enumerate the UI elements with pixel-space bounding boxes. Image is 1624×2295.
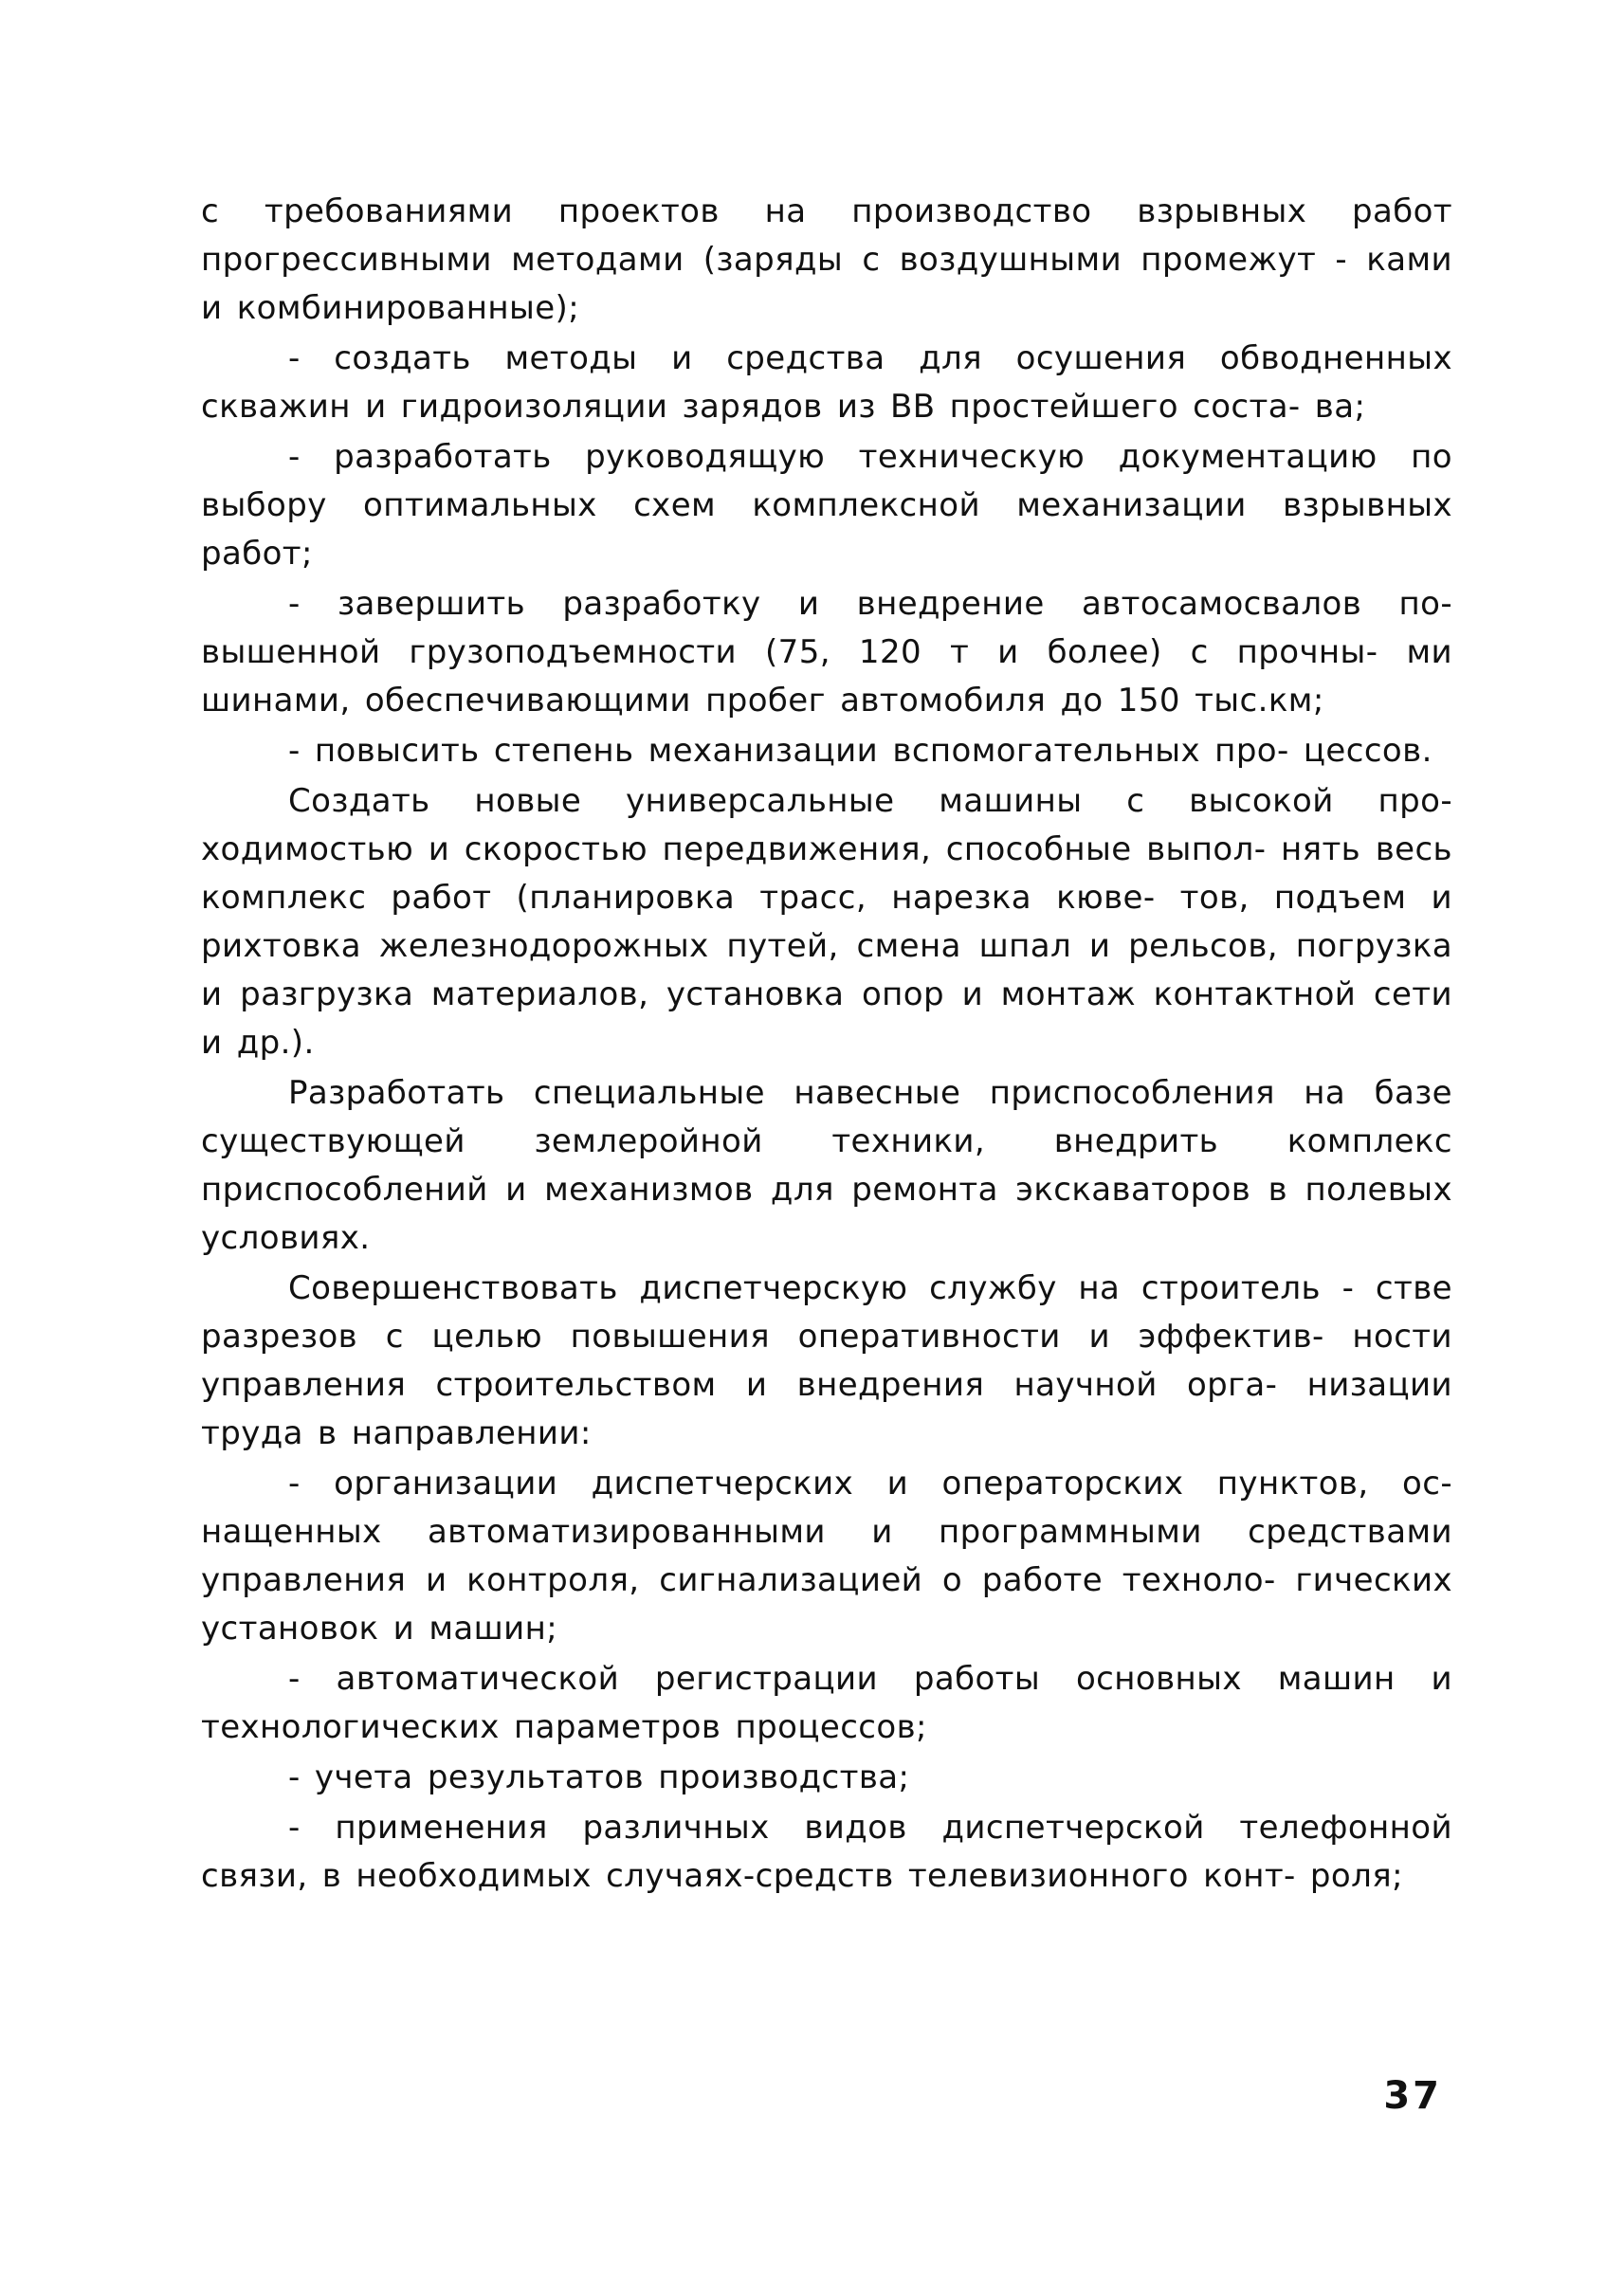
- paragraph: - повысить степень механизации вспомогательных про- цессов.: [288, 732, 1432, 770]
- paragraph: - разработать руководящую техническую документацию по выбору оптимальных схем комплексной механизации взрывных работ;: [201, 438, 1452, 573]
- paragraph: - учета результатов производства;: [288, 1758, 910, 1796]
- paragraph: Создать новые универсальные машины с высокой про- ходимостью и скоростью передвижения, способные выпол- нять весь комплекс работ (планировка трасс, нарезка кюве- тов, подъем и рихтовка железнодорожных путей, смена шпал и рельсов, погрузка и разгрузка материалов, установка опор и монтаж контактной сети и др.).: [201, 782, 1452, 1062]
- paragraph: Разработать специальные навесные приспособления на базе существующей землеройной техники, внедрить комплекс приспособлений и механизмов для ремонта экскаваторов в полевых условиях.: [201, 1074, 1452, 1257]
- paragraph: - создать методы и средства для осушения обводненных скважин и гидроизоляции зарядов из ВВ простейшего соста- ва;: [201, 339, 1452, 426]
- paragraph: - организации диспетчерских и операторских пунктов, ос- нащенных автоматизированными и программными средствами управления и контроля, сигнализацией о работе техноло- гических установок и машин;: [201, 1465, 1452, 1648]
- paragraph: - автоматической регистрации работы основных машин и технологических параметров процессов;: [201, 1660, 1452, 1746]
- paragraph: Совершенствовать диспетчерскую службу на строитель - стве разрезов с целью повышения оперативности и эффектив- ности управления строительством и внедрения научной орга- низации труда в направлении:: [201, 1269, 1452, 1452]
- paragraph: - завершить разработку и внедрение автосамосвалов по- вышенной грузоподъемности (75, 120 т и более) с прочны- ми шинами, обеспечивающими пробег автомобиля до 150 тыс.км;: [201, 585, 1452, 719]
- paragraph: - применения различных видов диспетчерской телефонной связи, в необходимых случаях-средств телевизионного конт- роля;: [201, 1809, 1452, 1895]
- paragraph: с требованиями проектов на производство взрывных работ прогрессивными методами (заряды с воздушными промежут - ками и комбинированные);: [201, 192, 1452, 327]
- body-text: [201, 188, 1452, 1903]
- page-number: 37: [1383, 2074, 1442, 2118]
